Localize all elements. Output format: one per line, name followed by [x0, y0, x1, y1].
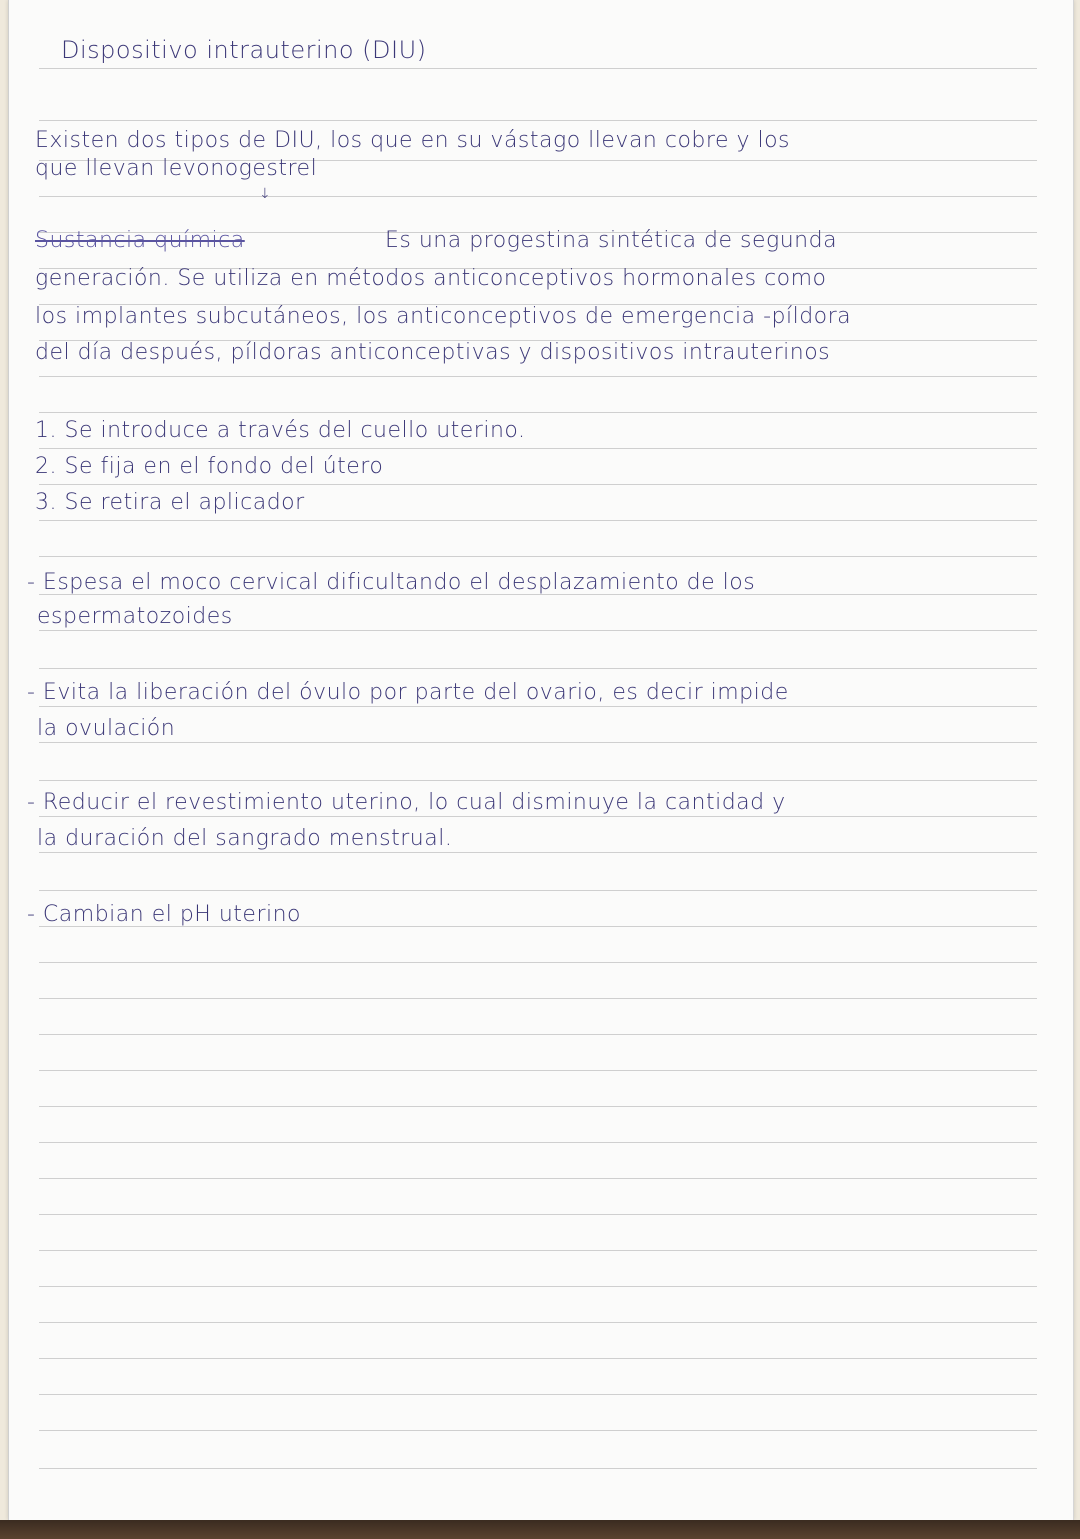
ruled-line [39, 520, 1037, 521]
ruled-line [39, 448, 1037, 449]
ruled-line [39, 1034, 1037, 1035]
effect-3-line-2: la duración del sangrado menstrual. [37, 826, 453, 851]
ruled-line [39, 1286, 1037, 1287]
ruled-line [39, 1214, 1037, 1215]
definition-line-1: Es una progestina sintética de segunda [385, 228, 838, 253]
ruled-line [39, 780, 1037, 781]
ruled-line [39, 1178, 1037, 1179]
effect-1-line-1: - Espesa el moco cervical dificultando el desplazamiento de los [27, 570, 756, 595]
notebook-page [8, 0, 1074, 1520]
ruled-line [39, 1142, 1037, 1143]
effect-2-line-1: - Evita la liberación del óvulo por parte del ovario, es decir impide [27, 680, 789, 705]
ruled-line [39, 890, 1037, 891]
ruled-line [39, 68, 1037, 69]
ruled-line [39, 1468, 1037, 1469]
definition-line-3: los implantes subcutáneos, los anticonceptivos de emergencia -píldora [35, 304, 852, 329]
effect-3-line-1: - Reducir el revestimiento uterino, lo cual disminuye la cantidad y [27, 790, 786, 815]
effect-4-line-1: - Cambian el pH uterino [27, 902, 302, 927]
ruled-line [39, 484, 1037, 485]
ruled-line [39, 1394, 1037, 1395]
step-2: 2. Se fija en el fondo del útero [35, 454, 384, 479]
ruled-line [39, 742, 1037, 743]
ruled-line [39, 816, 1037, 817]
down-arrow-icon: ↓ [259, 186, 272, 202]
ruled-line [39, 1250, 1037, 1251]
ruled-line [39, 412, 1037, 413]
ruled-line [39, 1322, 1037, 1323]
intro-line-1: Existen dos tipos de DIU, los que en su vástago llevan cobre y los [35, 128, 791, 153]
ruled-line [39, 998, 1037, 999]
step-3: 3. Se retira el aplicador [35, 490, 305, 515]
ruled-line [39, 706, 1037, 707]
ruled-line [39, 1106, 1037, 1107]
definition-line-2: generación. Se utiliza en métodos anticonceptivos hormonales como [35, 266, 827, 291]
definition-line-4: del día después, píldoras anticonceptivas y dispositivos intrauterinos [35, 340, 831, 365]
ruled-line [39, 630, 1037, 631]
ruled-line [39, 668, 1037, 669]
ruled-line [39, 1358, 1037, 1359]
ruled-line [39, 962, 1037, 963]
page-title: Dispositivo intrauterino (DIU) [61, 36, 427, 64]
ruled-line [39, 556, 1037, 557]
ruled-line [39, 1430, 1037, 1431]
effect-1-line-2: espermatozoides [37, 604, 233, 629]
ruled-line [39, 196, 1037, 197]
intro-line-2: que llevan levonogestrel [35, 156, 318, 181]
step-1: 1. Se introduce a través del cuello uterino. [35, 418, 526, 443]
ruled-line [39, 1070, 1037, 1071]
struck-label: Sustancia química [35, 228, 245, 253]
ruled-line [39, 120, 1037, 121]
desk-surface [0, 1520, 1080, 1539]
ruled-line [39, 852, 1037, 853]
ruled-line [39, 376, 1037, 377]
effect-2-line-2: la ovulación [37, 716, 176, 741]
